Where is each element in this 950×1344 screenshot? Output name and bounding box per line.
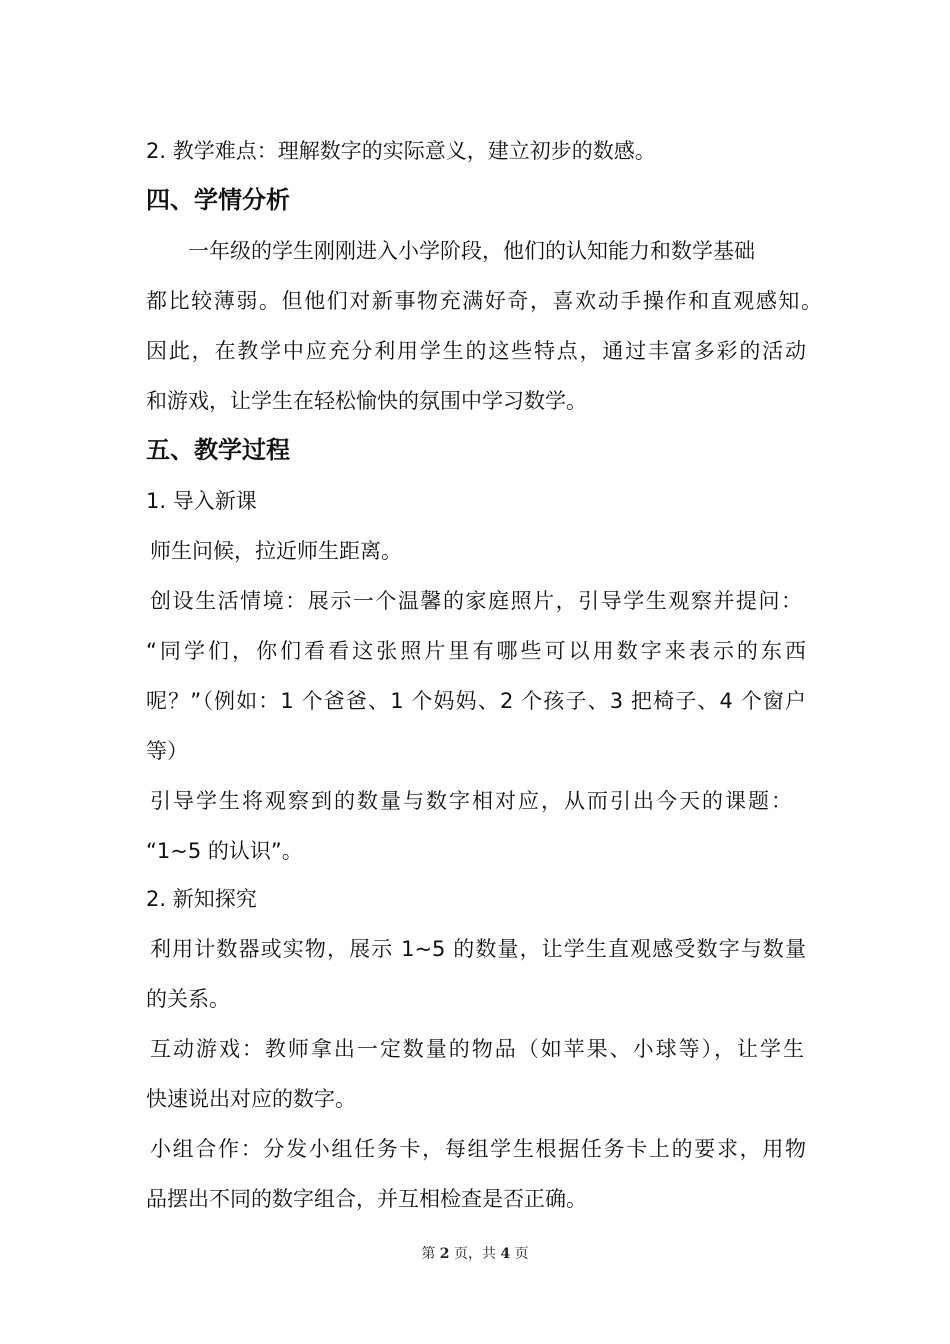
paragraph-line: 都比较薄弱。但他们对新事物充满好奇，喜欢动手操作和直观感知。 [146, 289, 822, 313]
paragraph-line: 的关系。 [146, 987, 230, 1011]
paragraph-line: 因此，在教学中应充分利用学生的这些特点，通过丰富多彩的活动 [146, 339, 806, 363]
paragraph-line: “同学们，你们看看这张照片里有哪些可以用数字来表示的东西 [146, 639, 806, 663]
footer-suffix: 页 [514, 1246, 529, 1262]
teaching-difficulty-line: 2. 教学难点：理解数字的实际意义，建立初步的数感。 [146, 139, 656, 163]
paragraph-line: 互动游戏：教师拿出一定数量的物品（如苹果、小球等），让学生 [150, 1037, 804, 1061]
paragraph-line: 师生问候，拉近师生距离。 [150, 539, 402, 563]
paragraph-line: 引导学生将观察到的数量与数字相对应，从而引出今天的课题： [150, 789, 792, 813]
paragraph-line: 小组合作：分发小组任务卡，每组学生根据任务卡上的要求，用物 [150, 1137, 806, 1161]
page-footer [0, 1244, 950, 1264]
total-page-count: 4 [500, 1246, 511, 1262]
current-page-number: 2 [439, 1246, 450, 1262]
section-heading-teaching-process: 五、教学过程 [146, 436, 290, 464]
paragraph-line: 创设生活情境：展示一个温馨的家庭照片，引导学生观察并提问： [150, 589, 802, 613]
section-heading-learning-analysis: 四、学情分析 [146, 186, 290, 214]
step-title: 2. 新知探究 [146, 887, 257, 911]
paragraph-line: “1~5 的认识”。 [146, 839, 303, 863]
paragraph-line: 一年级的学生刚刚进入小学阶段，他们的认知能力和数学基础 [188, 239, 755, 263]
paragraph-line: 品摆出不同的数字组合，并互相检查是否正确。 [146, 1187, 587, 1211]
footer-middle: 页，共 [454, 1246, 496, 1262]
paragraph-line: 利用计数器或实物，展示 1~5 的数量，让学生直观感受数字与数量 [150, 937, 806, 961]
paragraph-line: 等） [146, 739, 188, 763]
paragraph-line: 呢？”（例如：1 个爸爸、1 个妈妈、2 个孩子、3 把椅子、4 个窗户 [146, 689, 806, 713]
step-title: 1. 导入新课 [146, 489, 257, 513]
paragraph-line: 快速说出对应的数字。 [146, 1087, 356, 1111]
footer-prefix: 第 [421, 1246, 436, 1262]
paragraph-line: 和游戏，让学生在轻松愉快的氛围中学习数学。 [146, 389, 587, 413]
